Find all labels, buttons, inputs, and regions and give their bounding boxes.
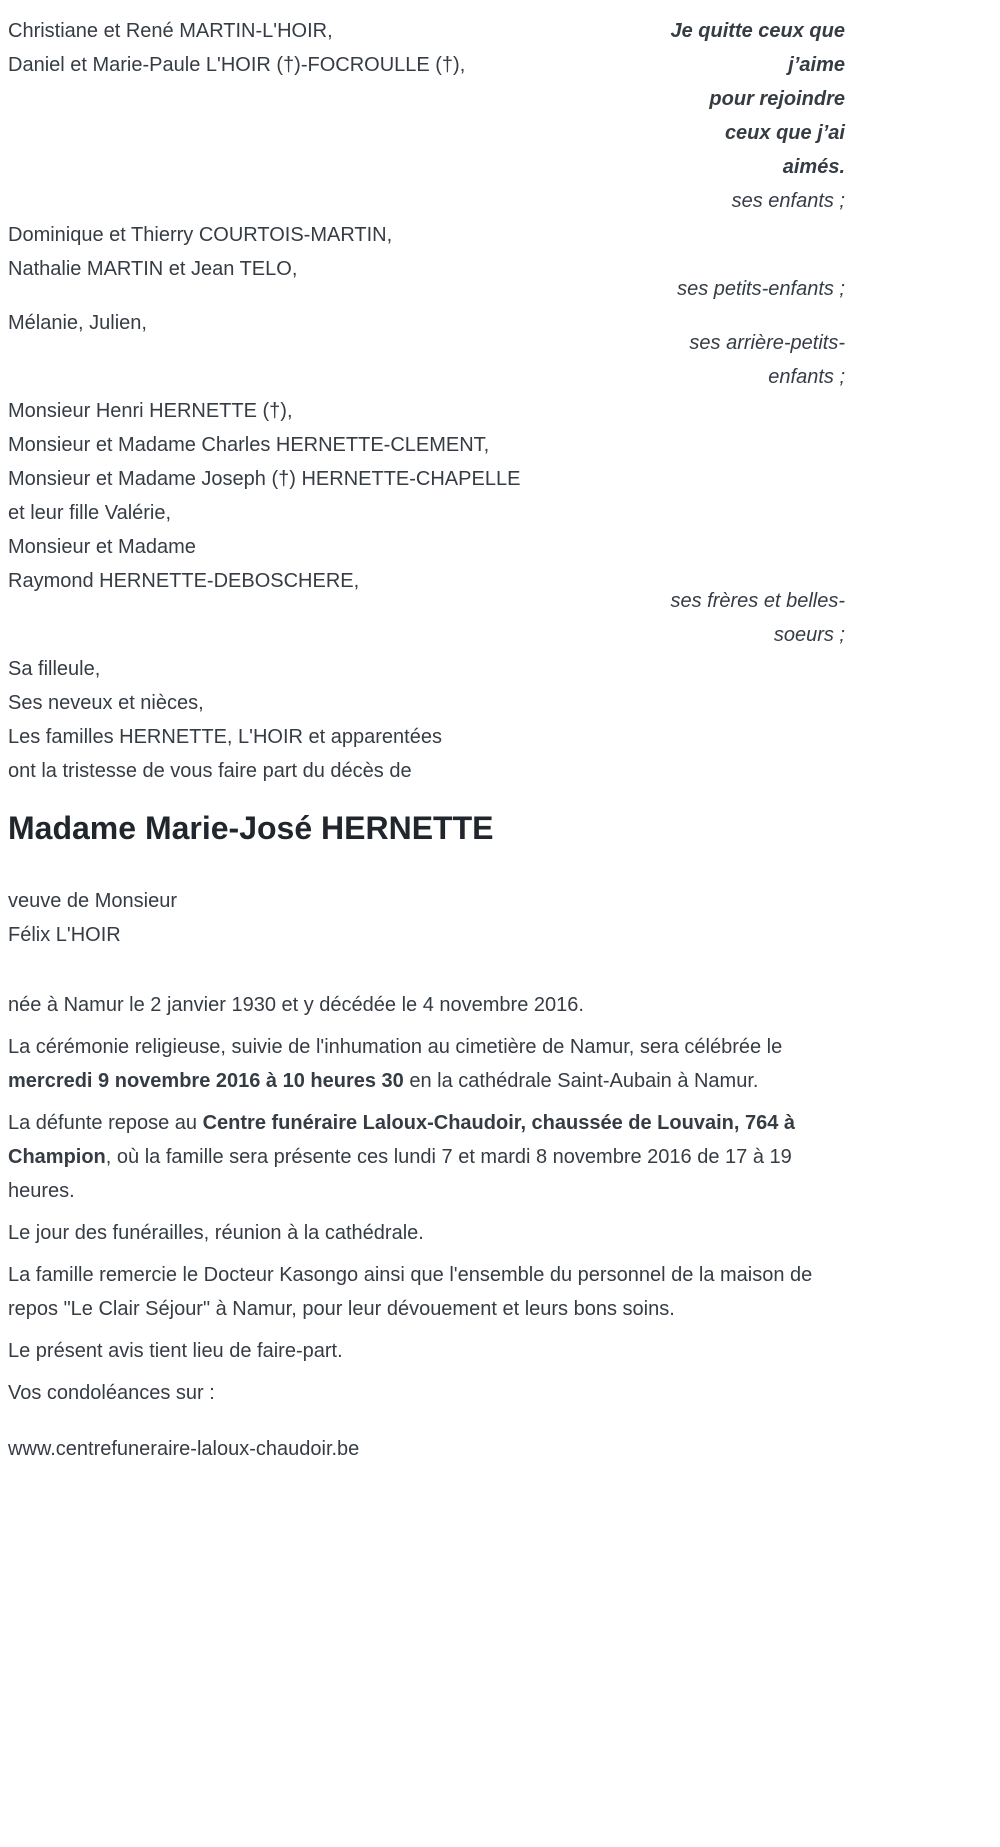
family-names-siblings [8, 394, 845, 598]
bold-text: mercredi 9 novembre 2016 à 10 heures 30 [8, 1070, 404, 1092]
text: La défunte repose au [8, 1112, 203, 1134]
text-line: Les familles HERNETTE, L'HOIR et apparentées [8, 726, 442, 748]
text-line: ses petits-enfants ; [677, 278, 845, 300]
text-line: ceux que j’ai [724, 122, 845, 144]
family-names-children [8, 14, 465, 82]
text: Vos condoléances sur : [8, 1382, 215, 1404]
text-line: Daniel et Marie-Paule L'HOIR (†)-FOCROULLE (†), [8, 54, 466, 76]
text-line: soeurs ; [773, 624, 845, 646]
family-section-great-grandchildren [8, 306, 845, 394]
text-line: ses arrière-petits- [689, 332, 845, 354]
text: La famille remercie le Docteur Kasongo ainsi que l'ensemble du personnel de la maison de repos "Le Clair Séjour" à Namur, pour leur dévouement et leurs bons soins. [8, 1264, 813, 1320]
text-line: Nathalie MARTIN et Jean TELO, [8, 258, 298, 280]
text: , où la famille sera présente ces lundi 7 et mardi 8 novembre 2016 de 17 à 19 heures. [8, 1146, 792, 1202]
relation-children [671, 184, 846, 218]
paragraph-repose [8, 1106, 830, 1208]
paragraph-ceremony [8, 1030, 830, 1098]
text-line: Ses neveux et nièces, [8, 692, 204, 714]
text-line: Monsieur et Madame [8, 536, 196, 558]
text-line: pour rejoindre [709, 88, 845, 110]
text-line: ses enfants ; [731, 190, 845, 212]
widow-of [8, 884, 845, 952]
family-section-grandchildren [8, 218, 845, 306]
text-line: ses frères et belles- [670, 590, 845, 612]
text-line: j’aime [788, 54, 845, 76]
text-line: Christiane et René MARTIN-L'HOIR, [8, 20, 333, 42]
website-link[interactable]: www.centrefuneraire-laloux-chaudoir.be [8, 1438, 360, 1460]
paragraph-notice [8, 1334, 830, 1368]
text: née à Namur le 2 janvier 1930 et y décédée le 4 novembre 2016. [8, 994, 584, 1016]
text-line: Monsieur et Madame Charles HERNETTE-CLEMENT, [8, 434, 490, 456]
text-line: Félix L'HOIR [8, 924, 121, 946]
epigraph-quote [671, 14, 846, 184]
text-line: Dominique et Thierry COURTOIS-MARTIN, [8, 224, 393, 246]
paragraph-funeral-meeting [8, 1216, 830, 1250]
text-line: et leur fille Valérie, [8, 502, 172, 524]
family-names-others [8, 652, 845, 754]
text-line: veuve de Monsieur [8, 890, 177, 912]
family-section-others [8, 652, 845, 754]
text: en la cathédrale Saint-Aubain à Namur. [403, 1070, 759, 1092]
text-line: Mélanie, Julien, [8, 312, 147, 334]
text-line: Raymond HERNETTE-DEBOSCHERE, [8, 570, 360, 592]
text-line: Je quitte ceux que [670, 20, 845, 42]
deceased-name: Madame Marie-José HERNETTE [8, 810, 494, 846]
epigraph [671, 14, 846, 218]
family-section-children [8, 14, 845, 218]
text-line: Sa filleule, [8, 658, 101, 680]
text-line: aimés. [782, 156, 845, 178]
paragraph-condolences [8, 1376, 830, 1410]
text: Le présent avis tient lieu de faire-part. [8, 1340, 343, 1362]
text-line: enfants ; [768, 366, 845, 388]
announcement-line: ont la tristesse de vous faire part du décès de [8, 760, 412, 782]
website-row [8, 1432, 845, 1466]
family-section-siblings [8, 394, 845, 652]
paragraph-thanks [8, 1258, 830, 1326]
paragraph-life-dates [8, 988, 830, 1022]
text: La cérémonie religieuse, suivie de l'inhumation au cimetière de Namur, sera célébrée le [8, 1036, 783, 1058]
text-line: Monsieur et Madame Joseph (†) HERNETTE-CHAPELLE [8, 468, 521, 490]
bold-text: Centre funéraire Laloux-Chaudoir, chaussée de Louvain, 764 à Champion [8, 1112, 796, 1168]
text-line: Monsieur Henri HERNETTE (†), [8, 400, 293, 422]
text: Le jour des funérailles, réunion à la cathédrale. [8, 1222, 424, 1244]
